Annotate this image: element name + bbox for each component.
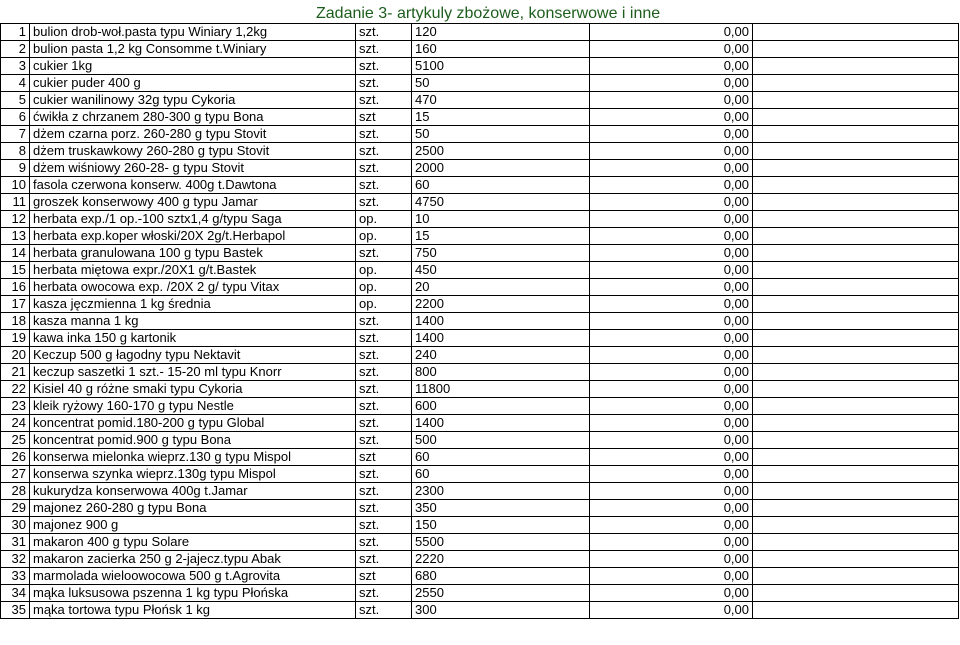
table-row	[1, 585, 959, 602]
value-cell[interactable]: 0,00	[590, 602, 753, 619]
quantity-cell[interactable]: 2220	[412, 551, 590, 568]
value-cell[interactable]: 0,00	[590, 143, 753, 160]
table-row	[1, 279, 959, 296]
empty-cell[interactable]	[753, 432, 959, 449]
row-number-cell[interactable]: 6	[1, 109, 30, 126]
empty-cell[interactable]	[753, 296, 959, 313]
item-name-cell[interactable]: mąka luksusowa pszenna 1 kg typu Płońska	[30, 585, 356, 602]
row-number-cell[interactable]: 31	[1, 534, 30, 551]
value-cell[interactable]: 0,00	[590, 449, 753, 466]
quantity-cell[interactable]: 160	[412, 41, 590, 58]
row-number-cell[interactable]: 30	[1, 517, 30, 534]
quantity-cell[interactable]: 120	[412, 24, 590, 41]
row-number-cell[interactable]: 16	[1, 279, 30, 296]
table-row	[1, 75, 959, 92]
table-row	[1, 517, 959, 534]
unit-cell[interactable]: szt.	[356, 347, 412, 364]
quantity-cell[interactable]: 350	[412, 500, 590, 517]
unit-cell[interactable]: szt.	[356, 602, 412, 619]
row-number-cell[interactable]: 22	[1, 381, 30, 398]
value-cell[interactable]: 0,00	[590, 58, 753, 75]
value-cell[interactable]: 0,00	[590, 160, 753, 177]
table-row	[1, 466, 959, 483]
row-number-cell[interactable]: 3	[1, 58, 30, 75]
value-cell[interactable]: 0,00	[590, 432, 753, 449]
quantity-cell[interactable]: 15	[412, 228, 590, 245]
table-row	[1, 109, 959, 126]
quantity-cell[interactable]: 300	[412, 602, 590, 619]
table-row	[1, 296, 959, 313]
item-name-cell[interactable]: dżem wiśniowy 260-28- g typu Stovit	[30, 160, 356, 177]
table-row	[1, 245, 959, 262]
item-name-cell[interactable]: bulion pasta 1,2 kg Consomme t.Winiary	[30, 41, 356, 58]
table-row	[1, 381, 959, 398]
empty-cell[interactable]	[753, 585, 959, 602]
row-number-cell[interactable]: 33	[1, 568, 30, 585]
empty-cell[interactable]	[753, 177, 959, 194]
unit-cell[interactable]: szt.	[356, 143, 412, 160]
empty-cell[interactable]	[753, 483, 959, 500]
table-row	[1, 313, 959, 330]
empty-cell[interactable]	[753, 330, 959, 347]
quantity-cell[interactable]: 50	[412, 126, 590, 143]
value-cell[interactable]: 0,00	[590, 92, 753, 109]
quantity-cell[interactable]: 5500	[412, 534, 590, 551]
value-cell[interactable]: 0,00	[590, 313, 753, 330]
unit-cell[interactable]: szt.	[356, 364, 412, 381]
item-name-cell[interactable]: kasza manna 1 kg	[30, 313, 356, 330]
empty-cell[interactable]	[753, 41, 959, 58]
empty-cell[interactable]	[753, 92, 959, 109]
quantity-cell[interactable]: 4750	[412, 194, 590, 211]
row-number-cell[interactable]: 24	[1, 415, 30, 432]
row-number-cell[interactable]: 15	[1, 262, 30, 279]
unit-cell[interactable]: op.	[356, 296, 412, 313]
empty-cell[interactable]	[753, 194, 959, 211]
row-number-cell[interactable]: 1	[1, 24, 30, 41]
unit-cell[interactable]: szt.	[356, 415, 412, 432]
item-name-cell[interactable]: cukier wanilinowy 32g typu Cykoria	[30, 92, 356, 109]
items-table	[0, 23, 959, 619]
value-cell[interactable]: 0,00	[590, 228, 753, 245]
row-number-cell[interactable]: 20	[1, 347, 30, 364]
value-cell[interactable]: 0,00	[590, 568, 753, 585]
item-name-cell[interactable]: groszek konserwowy 400 g typu Jamar	[30, 194, 356, 211]
table-row	[1, 347, 959, 364]
value-cell[interactable]: 0,00	[590, 398, 753, 415]
unit-cell[interactable]: op.	[356, 228, 412, 245]
item-name-cell[interactable]: cukier puder 400 g	[30, 75, 356, 92]
table-row	[1, 500, 959, 517]
value-cell[interactable]: 0,00	[590, 177, 753, 194]
sheet-title	[0, 4, 960, 24]
table-row	[1, 602, 959, 619]
quantity-cell[interactable]: 11800	[412, 381, 590, 398]
empty-cell[interactable]	[753, 466, 959, 483]
quantity-cell[interactable]: 750	[412, 245, 590, 262]
table-row	[1, 92, 959, 109]
item-name-cell[interactable]: bulion drob-woł.pasta typu Winiary 1,2kg	[30, 24, 356, 41]
empty-cell[interactable]	[753, 500, 959, 517]
unit-cell[interactable]: szt.	[356, 126, 412, 143]
empty-cell[interactable]	[753, 75, 959, 92]
empty-cell[interactable]	[753, 126, 959, 143]
row-number-cell[interactable]: 21	[1, 364, 30, 381]
table-row	[1, 228, 959, 245]
row-number-cell[interactable]: 10	[1, 177, 30, 194]
table-row	[1, 160, 959, 177]
row-number-cell[interactable]: 32	[1, 551, 30, 568]
table-row	[1, 24, 959, 41]
value-cell[interactable]: 0,00	[590, 381, 753, 398]
table-row	[1, 211, 959, 228]
row-number-cell[interactable]: 29	[1, 500, 30, 517]
item-name-cell[interactable]: konserwa mielonka wieprz.130 g typu Mispol	[30, 449, 356, 466]
item-name-cell[interactable]: herbata owocowa exp. /20X 2 g/ typu Vitax	[30, 279, 356, 296]
table-row	[1, 58, 959, 75]
item-name-cell[interactable]: Kisiel 40 g różne smaki typu Cykoria	[30, 381, 356, 398]
row-number-cell[interactable]: 17	[1, 296, 30, 313]
unit-cell[interactable]: szt.	[356, 160, 412, 177]
value-cell[interactable]: 0,00	[590, 262, 753, 279]
quantity-cell[interactable]: 680	[412, 568, 590, 585]
item-name-cell[interactable]: dżem truskawkowy 260-280 g typu Stovit	[30, 143, 356, 160]
unit-cell[interactable]: szt	[356, 449, 412, 466]
value-cell[interactable]: 0,00	[590, 109, 753, 126]
empty-cell[interactable]	[753, 228, 959, 245]
value-cell[interactable]: 0,00	[590, 24, 753, 41]
table-row	[1, 483, 959, 500]
item-name-cell[interactable]: cukier 1kg	[30, 58, 356, 75]
unit-cell[interactable]: szt.	[356, 432, 412, 449]
empty-cell[interactable]	[753, 381, 959, 398]
item-name-cell[interactable]: koncentrat pomid.180-200 g typu Global	[30, 415, 356, 432]
quantity-cell[interactable]: 600	[412, 398, 590, 415]
row-number-cell[interactable]: 28	[1, 483, 30, 500]
value-cell[interactable]: 0,00	[590, 534, 753, 551]
row-number-cell[interactable]: 34	[1, 585, 30, 602]
table-row	[1, 568, 959, 585]
table-row	[1, 432, 959, 449]
table-row	[1, 330, 959, 347]
quantity-cell[interactable]: 1400	[412, 330, 590, 347]
unit-cell[interactable]: szt.	[356, 330, 412, 347]
empty-cell[interactable]	[753, 279, 959, 296]
empty-cell[interactable]	[753, 262, 959, 279]
item-name-cell[interactable]: makaron zacierka 250 g 2-jajecz.typu Abak	[30, 551, 356, 568]
item-name-cell[interactable]: kukurydza konserwowa 400g t.Jamar	[30, 483, 356, 500]
row-number-cell[interactable]: 19	[1, 330, 30, 347]
unit-cell[interactable]: szt.	[356, 58, 412, 75]
quantity-cell[interactable]: 2200	[412, 296, 590, 313]
item-name-cell[interactable]: marmolada wieloowocowa 500 g t.Agrovita	[30, 568, 356, 585]
row-number-cell[interactable]: 26	[1, 449, 30, 466]
unit-cell[interactable]: szt.	[356, 245, 412, 262]
item-name-cell[interactable]: kawa inka 150 g kartonik	[30, 330, 356, 347]
quantity-cell[interactable]: 800	[412, 364, 590, 381]
item-name-cell[interactable]: majonez 900 g	[30, 517, 356, 534]
quantity-cell[interactable]: 1400	[412, 415, 590, 432]
value-cell[interactable]: 0,00	[590, 330, 753, 347]
table-row	[1, 177, 959, 194]
row-number-cell[interactable]: 23	[1, 398, 30, 415]
row-number-cell[interactable]: 13	[1, 228, 30, 245]
unit-cell[interactable]: szt.	[356, 398, 412, 415]
row-number-cell[interactable]: 2	[1, 41, 30, 58]
value-cell[interactable]: 0,00	[590, 585, 753, 602]
unit-cell[interactable]: szt.	[356, 466, 412, 483]
value-cell[interactable]: 0,00	[590, 500, 753, 517]
row-number-cell[interactable]: 25	[1, 432, 30, 449]
table-row	[1, 143, 959, 160]
item-name-cell[interactable]: keczup saszetki 1 szt.- 15-20 ml typu Knorr	[30, 364, 356, 381]
row-number-cell[interactable]: 4	[1, 75, 30, 92]
unit-cell[interactable]: szt.	[356, 483, 412, 500]
item-name-cell[interactable]: mąka tortowa typu Płońsk 1 kg	[30, 602, 356, 619]
table-row	[1, 41, 959, 58]
empty-cell[interactable]	[753, 143, 959, 160]
quantity-cell[interactable]: 450	[412, 262, 590, 279]
item-name-cell[interactable]: makaron 400 g typu Solare	[30, 534, 356, 551]
quantity-cell[interactable]: 470	[412, 92, 590, 109]
item-name-cell[interactable]: herbata exp.koper włoski/20X 2g/t.Herbapol	[30, 228, 356, 245]
item-name-cell[interactable]: kasza jęczmienna 1 kg średnia	[30, 296, 356, 313]
empty-cell[interactable]	[753, 602, 959, 619]
quantity-cell[interactable]: 2550	[412, 585, 590, 602]
quantity-cell[interactable]: 50	[412, 75, 590, 92]
value-cell[interactable]: 0,00	[590, 466, 753, 483]
quantity-cell[interactable]: 2500	[412, 143, 590, 160]
empty-cell[interactable]	[753, 109, 959, 126]
row-number-cell[interactable]: 11	[1, 194, 30, 211]
unit-cell[interactable]: szt.	[356, 75, 412, 92]
item-name-cell[interactable]: herbata exp./1 op.-100 sztx1,4 g/typu Saga	[30, 211, 356, 228]
quantity-cell[interactable]: 1400	[412, 313, 590, 330]
item-name-cell[interactable]: kleik ryżowy 160-170 g typu Nestle	[30, 398, 356, 415]
row-number-cell[interactable]: 7	[1, 126, 30, 143]
unit-cell[interactable]: szt	[356, 109, 412, 126]
empty-cell[interactable]	[753, 347, 959, 364]
row-number-cell[interactable]: 35	[1, 602, 30, 619]
row-number-cell[interactable]: 18	[1, 313, 30, 330]
item-name-cell[interactable]: Keczup 500 g łagodny typu Nektavit	[30, 347, 356, 364]
unit-cell[interactable]: szt.	[356, 500, 412, 517]
table-row	[1, 534, 959, 551]
quantity-cell[interactable]: 2000	[412, 160, 590, 177]
unit-cell[interactable]: szt.	[356, 517, 412, 534]
empty-cell[interactable]	[753, 551, 959, 568]
value-cell[interactable]: 0,00	[590, 194, 753, 211]
quantity-cell[interactable]: 20	[412, 279, 590, 296]
quantity-cell[interactable]: 10	[412, 211, 590, 228]
quantity-cell[interactable]: 60	[412, 177, 590, 194]
items-table-body	[1, 24, 959, 619]
empty-cell[interactable]	[753, 313, 959, 330]
value-cell[interactable]: 0,00	[590, 483, 753, 500]
quantity-cell[interactable]: 15	[412, 109, 590, 126]
quantity-cell[interactable]: 60	[412, 466, 590, 483]
quantity-cell[interactable]: 150	[412, 517, 590, 534]
unit-cell[interactable]: szt.	[356, 194, 412, 211]
row-number-cell[interactable]: 14	[1, 245, 30, 262]
table-row	[1, 364, 959, 381]
value-cell[interactable]: 0,00	[590, 75, 753, 92]
table-row	[1, 449, 959, 466]
table-row	[1, 262, 959, 279]
unit-cell[interactable]: szt.	[356, 177, 412, 194]
value-cell[interactable]: 0,00	[590, 517, 753, 534]
empty-cell[interactable]	[753, 415, 959, 432]
row-number-cell[interactable]: 12	[1, 211, 30, 228]
unit-cell[interactable]: szt	[356, 568, 412, 585]
sheet-title-text: Zadanie 3- artykuly zbożowe, konserwowe i inne	[316, 5, 661, 22]
table-row	[1, 194, 959, 211]
table-row	[1, 126, 959, 143]
empty-cell[interactable]	[753, 24, 959, 41]
item-name-cell[interactable]: konserwa szynka wieprz.130g typu Mispol	[30, 466, 356, 483]
unit-cell[interactable]: op.	[356, 279, 412, 296]
value-cell[interactable]: 0,00	[590, 279, 753, 296]
empty-cell[interactable]	[753, 517, 959, 534]
unit-cell[interactable]: op.	[356, 211, 412, 228]
unit-cell[interactable]: szt.	[356, 313, 412, 330]
quantity-cell[interactable]: 5100	[412, 58, 590, 75]
unit-cell[interactable]: szt.	[356, 585, 412, 602]
unit-cell[interactable]: szt.	[356, 41, 412, 58]
value-cell[interactable]: 0,00	[590, 245, 753, 262]
empty-cell[interactable]	[753, 245, 959, 262]
quantity-cell[interactable]: 240	[412, 347, 590, 364]
empty-cell[interactable]	[753, 568, 959, 585]
quantity-cell[interactable]: 2300	[412, 483, 590, 500]
item-name-cell[interactable]: majonez 260-280 g typu Bona	[30, 500, 356, 517]
empty-cell[interactable]	[753, 58, 959, 75]
value-cell[interactable]: 0,00	[590, 211, 753, 228]
table-row	[1, 398, 959, 415]
item-name-cell[interactable]: herbata granulowana 100 g typu Bastek	[30, 245, 356, 262]
value-cell[interactable]: 0,00	[590, 347, 753, 364]
empty-cell[interactable]	[753, 364, 959, 381]
empty-cell[interactable]	[753, 211, 959, 228]
table-row	[1, 415, 959, 432]
row-number-cell[interactable]: 9	[1, 160, 30, 177]
quantity-cell[interactable]: 500	[412, 432, 590, 449]
item-name-cell[interactable]: dżem czarna porz. 260-280 g typu Stovit	[30, 126, 356, 143]
empty-cell[interactable]	[753, 449, 959, 466]
item-name-cell[interactable]: fasola czerwona konserw. 400g t.Dawtona	[30, 177, 356, 194]
item-name-cell[interactable]: herbata miętowa expr./20X1 g/t.Bastek	[30, 262, 356, 279]
row-number-cell[interactable]: 5	[1, 92, 30, 109]
value-cell[interactable]: 0,00	[590, 415, 753, 432]
item-name-cell[interactable]: ćwikła z chrzanem 280-300 g typu Bona	[30, 109, 356, 126]
unit-cell[interactable]: szt.	[356, 534, 412, 551]
unit-cell[interactable]: szt.	[356, 24, 412, 41]
unit-cell[interactable]: szt.	[356, 551, 412, 568]
value-cell[interactable]: 0,00	[590, 296, 753, 313]
value-cell[interactable]: 0,00	[590, 41, 753, 58]
quantity-cell[interactable]: 60	[412, 449, 590, 466]
unit-cell[interactable]: op.	[356, 262, 412, 279]
table-row	[1, 551, 959, 568]
value-cell[interactable]: 0,00	[590, 364, 753, 381]
unit-cell[interactable]: szt.	[356, 92, 412, 109]
value-cell[interactable]: 0,00	[590, 126, 753, 143]
item-name-cell[interactable]: koncentrat pomid.900 g typu Bona	[30, 432, 356, 449]
empty-cell[interactable]	[753, 160, 959, 177]
row-number-cell[interactable]: 8	[1, 143, 30, 160]
value-cell[interactable]: 0,00	[590, 551, 753, 568]
empty-cell[interactable]	[753, 398, 959, 415]
row-number-cell[interactable]: 27	[1, 466, 30, 483]
unit-cell[interactable]: szt.	[356, 381, 412, 398]
empty-cell[interactable]	[753, 534, 959, 551]
